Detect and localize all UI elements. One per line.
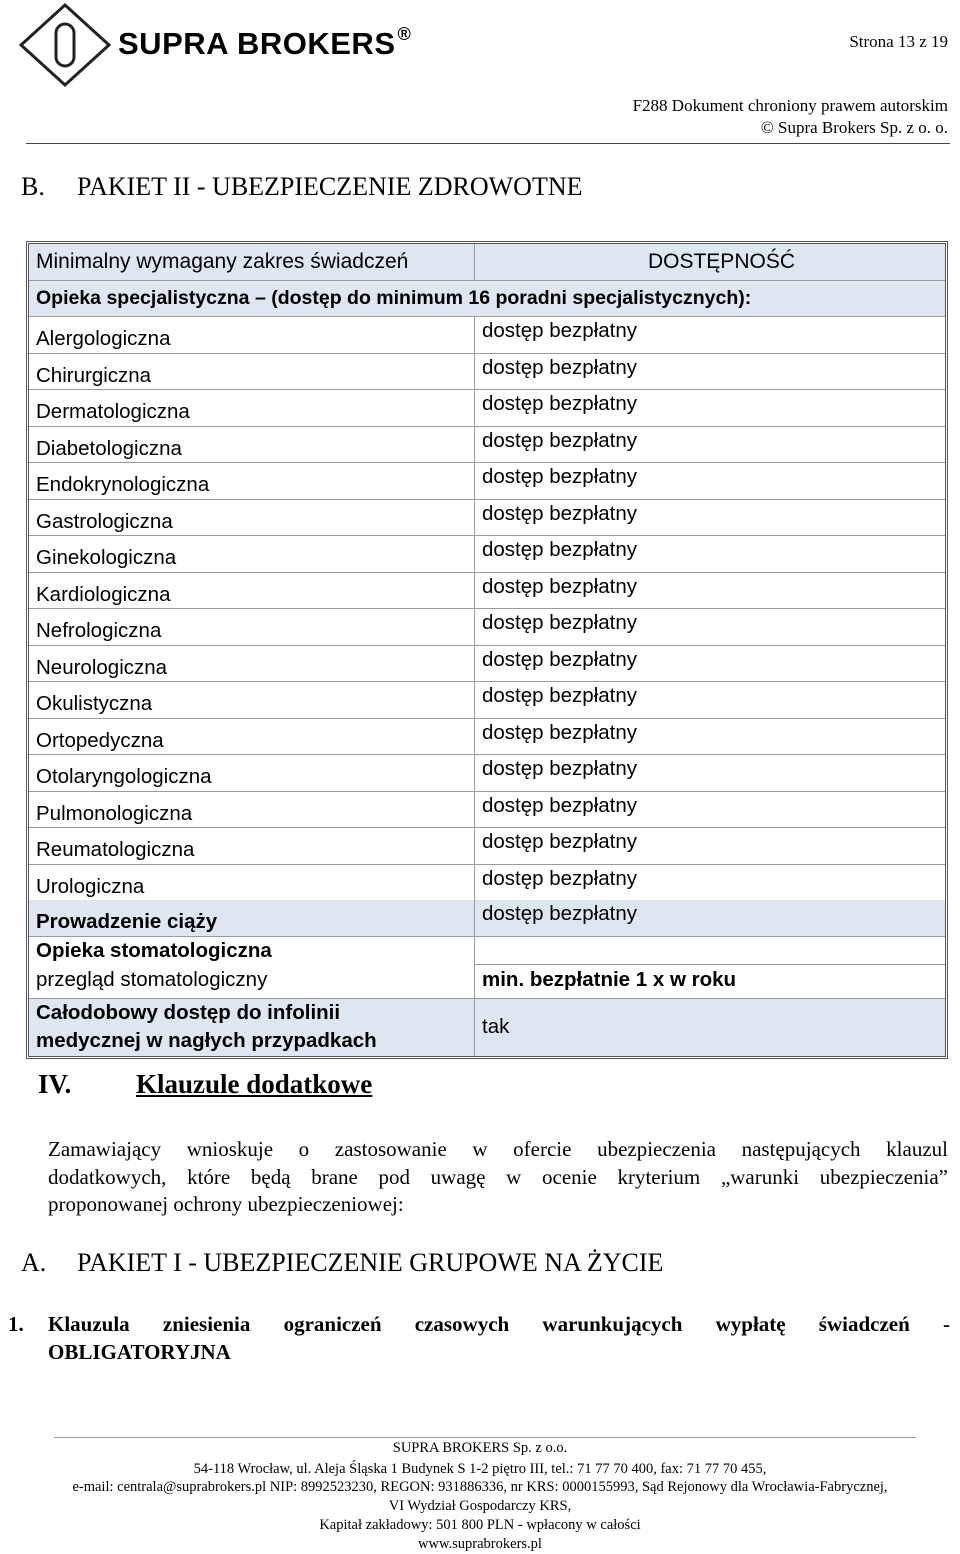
section-iv-number: IV. <box>38 1069 72 1099</box>
header-divider <box>26 143 950 144</box>
clinic-name: Ginekologiczna <box>36 546 177 569</box>
table-row <box>29 427 945 464</box>
copyright-notice: F288 Dokument chroniony prawem autorskim <box>632 96 948 115</box>
table-row <box>29 390 945 427</box>
clinic-availability: dostęp bezpłatny <box>482 757 638 780</box>
clinic-availability: dostęp bezpłatny <box>482 319 638 342</box>
clinic-name: Pulmonologiczna <box>36 801 193 825</box>
clinic-availability: dostęp bezpłatny <box>482 538 638 561</box>
clinic-availability: dostęp bezpłatny <box>482 574 638 598</box>
table-row <box>29 719 945 756</box>
table-row <box>29 828 945 865</box>
clinic-name: Kardiologiczna <box>36 582 171 606</box>
table-row-pregnancy: Prowadzenie ciąży dostęp bezpłatny <box>29 900 945 937</box>
clinic-availability: dostęp bezpłatny <box>482 720 638 744</box>
copyright-owner: © Supra Brokers Sp. z o. o. <box>760 118 948 137</box>
footer-registry: e-mail: centrala@suprabrokers.pl NIP: 8992523230, REGON: 931886336, nr KRS: 0000155993, Sąd Rejonowy dla Wrocławia-Fabrycznej, <box>72 1479 888 1495</box>
clinic-name: Gastrologiczna <box>36 509 173 533</box>
footer-divider <box>54 1437 916 1438</box>
column-header-availability: DOSTĘPNOŚĆ <box>647 250 795 273</box>
clinic-name: Reumatologiczna <box>36 838 195 861</box>
clinic-name: Chirurgiczna <box>36 363 152 387</box>
section-a-heading: A. PAKIET I - UBEZPIECZENIE GRUPOWE NA ŻYCIE <box>21 1248 664 1277</box>
clinic-name: Otolaryngologiczna <box>36 765 212 788</box>
clinic-availability: dostęp bezpłatny <box>482 793 638 817</box>
footer-company: SUPRA BROKERS Sp. z o.o. <box>392 1440 568 1456</box>
clinic-availability: dostęp bezpłatny <box>482 830 638 853</box>
group-header-label: Opieka specjalistyczna – (dostęp do minimum 16 poradni specjalistycznych): <box>36 286 752 309</box>
clinic-availability: dostęp bezpłatny <box>482 611 638 634</box>
table-header-row <box>29 244 945 281</box>
footer-address: 54-118 Wrocław, ul. Aleja Śląska 1 Budynek S 1-2 piętro III, tel.: 71 77 70 400, fax: 71 77 70 455, <box>193 1461 767 1477</box>
table-row <box>29 536 945 573</box>
table-row <box>29 646 945 683</box>
clinic-name: Endokrynologiczna <box>36 473 210 496</box>
clinic-name: Ortopedyczna <box>36 728 164 752</box>
table-row <box>29 500 945 537</box>
brand-name: SUPRA BROKERS ® <box>118 24 412 61</box>
clinic-name: Alergologiczna <box>36 327 171 350</box>
clinic-name: Neurologiczna <box>36 655 168 679</box>
table-row <box>29 354 945 391</box>
clinic-availability: dostęp bezpłatny <box>482 684 638 707</box>
table-row-hotline: Całodobowy dostęp do infolinii medycznej w nagłych przypadkach tak <box>29 999 945 1056</box>
footer-court: VI Wydział Gospodarczy KRS, <box>388 1498 572 1514</box>
clinic-availability: dostęp bezpłatny <box>482 647 638 671</box>
clinic-availability: dostęp bezpłatny <box>482 355 638 379</box>
clinic-availability: dostęp bezpłatny <box>482 428 638 452</box>
clinic-name: Diabetologiczna <box>36 436 182 460</box>
page-number: Strona 13 z 19 <box>849 32 948 51</box>
clinic-availability: dostęp bezpłatny <box>482 501 638 525</box>
clinic-availability: dostęp bezpłatny <box>482 866 638 890</box>
clinic-name: Urologiczna <box>36 874 145 898</box>
clinic-availability: dostęp bezpłatny <box>482 465 638 488</box>
table-row <box>29 609 945 646</box>
table-row <box>29 573 945 610</box>
clinic-name: Nefrologiczna <box>36 619 162 642</box>
table-row <box>29 865 945 901</box>
health-package-table <box>26 241 948 1059</box>
table-row-dental: Opieka stomatologiczna przegląd stomatologiczny min. bezpłatnie 1 x w roku <box>29 937 945 999</box>
table-row <box>29 317 945 354</box>
section-iv-title: Klauzule dodatkowe <box>136 1069 373 1099</box>
clinic-availability: dostęp bezpłatny <box>482 392 638 415</box>
supra-brokers-logo-icon <box>18 2 112 88</box>
section-iv-paragraph: Zamawiający wnioskuje o zastosowanie w ofercie ubezpieczenia następujących klauzul dodatkowych, które będą brane pod uwagę w ocenie kryterium „warunki ubezpieczenia” proponowanej ochrony ubezpieczeniowej: <box>48 1137 948 1216</box>
clinic-name: Okulistyczna <box>36 692 153 715</box>
footer-website: www.suprabrokers.pl <box>418 1536 542 1552</box>
clinic-name: Dermatologiczna <box>36 400 190 423</box>
column-header-scope: Minimalny wymagany zakres świadczeń <box>36 250 409 273</box>
table-row <box>29 792 945 829</box>
table-row <box>29 682 945 719</box>
table-group-header <box>29 281 945 318</box>
table-row <box>29 755 945 792</box>
section-b-heading: B. PAKIET II - UBEZPIECZENIE ZDROWOTNE <box>21 172 583 201</box>
footer-capital: Kapitał zakładowy: 501 800 PLN - wpłacony w całości <box>319 1517 641 1533</box>
table-row <box>29 463 945 500</box>
